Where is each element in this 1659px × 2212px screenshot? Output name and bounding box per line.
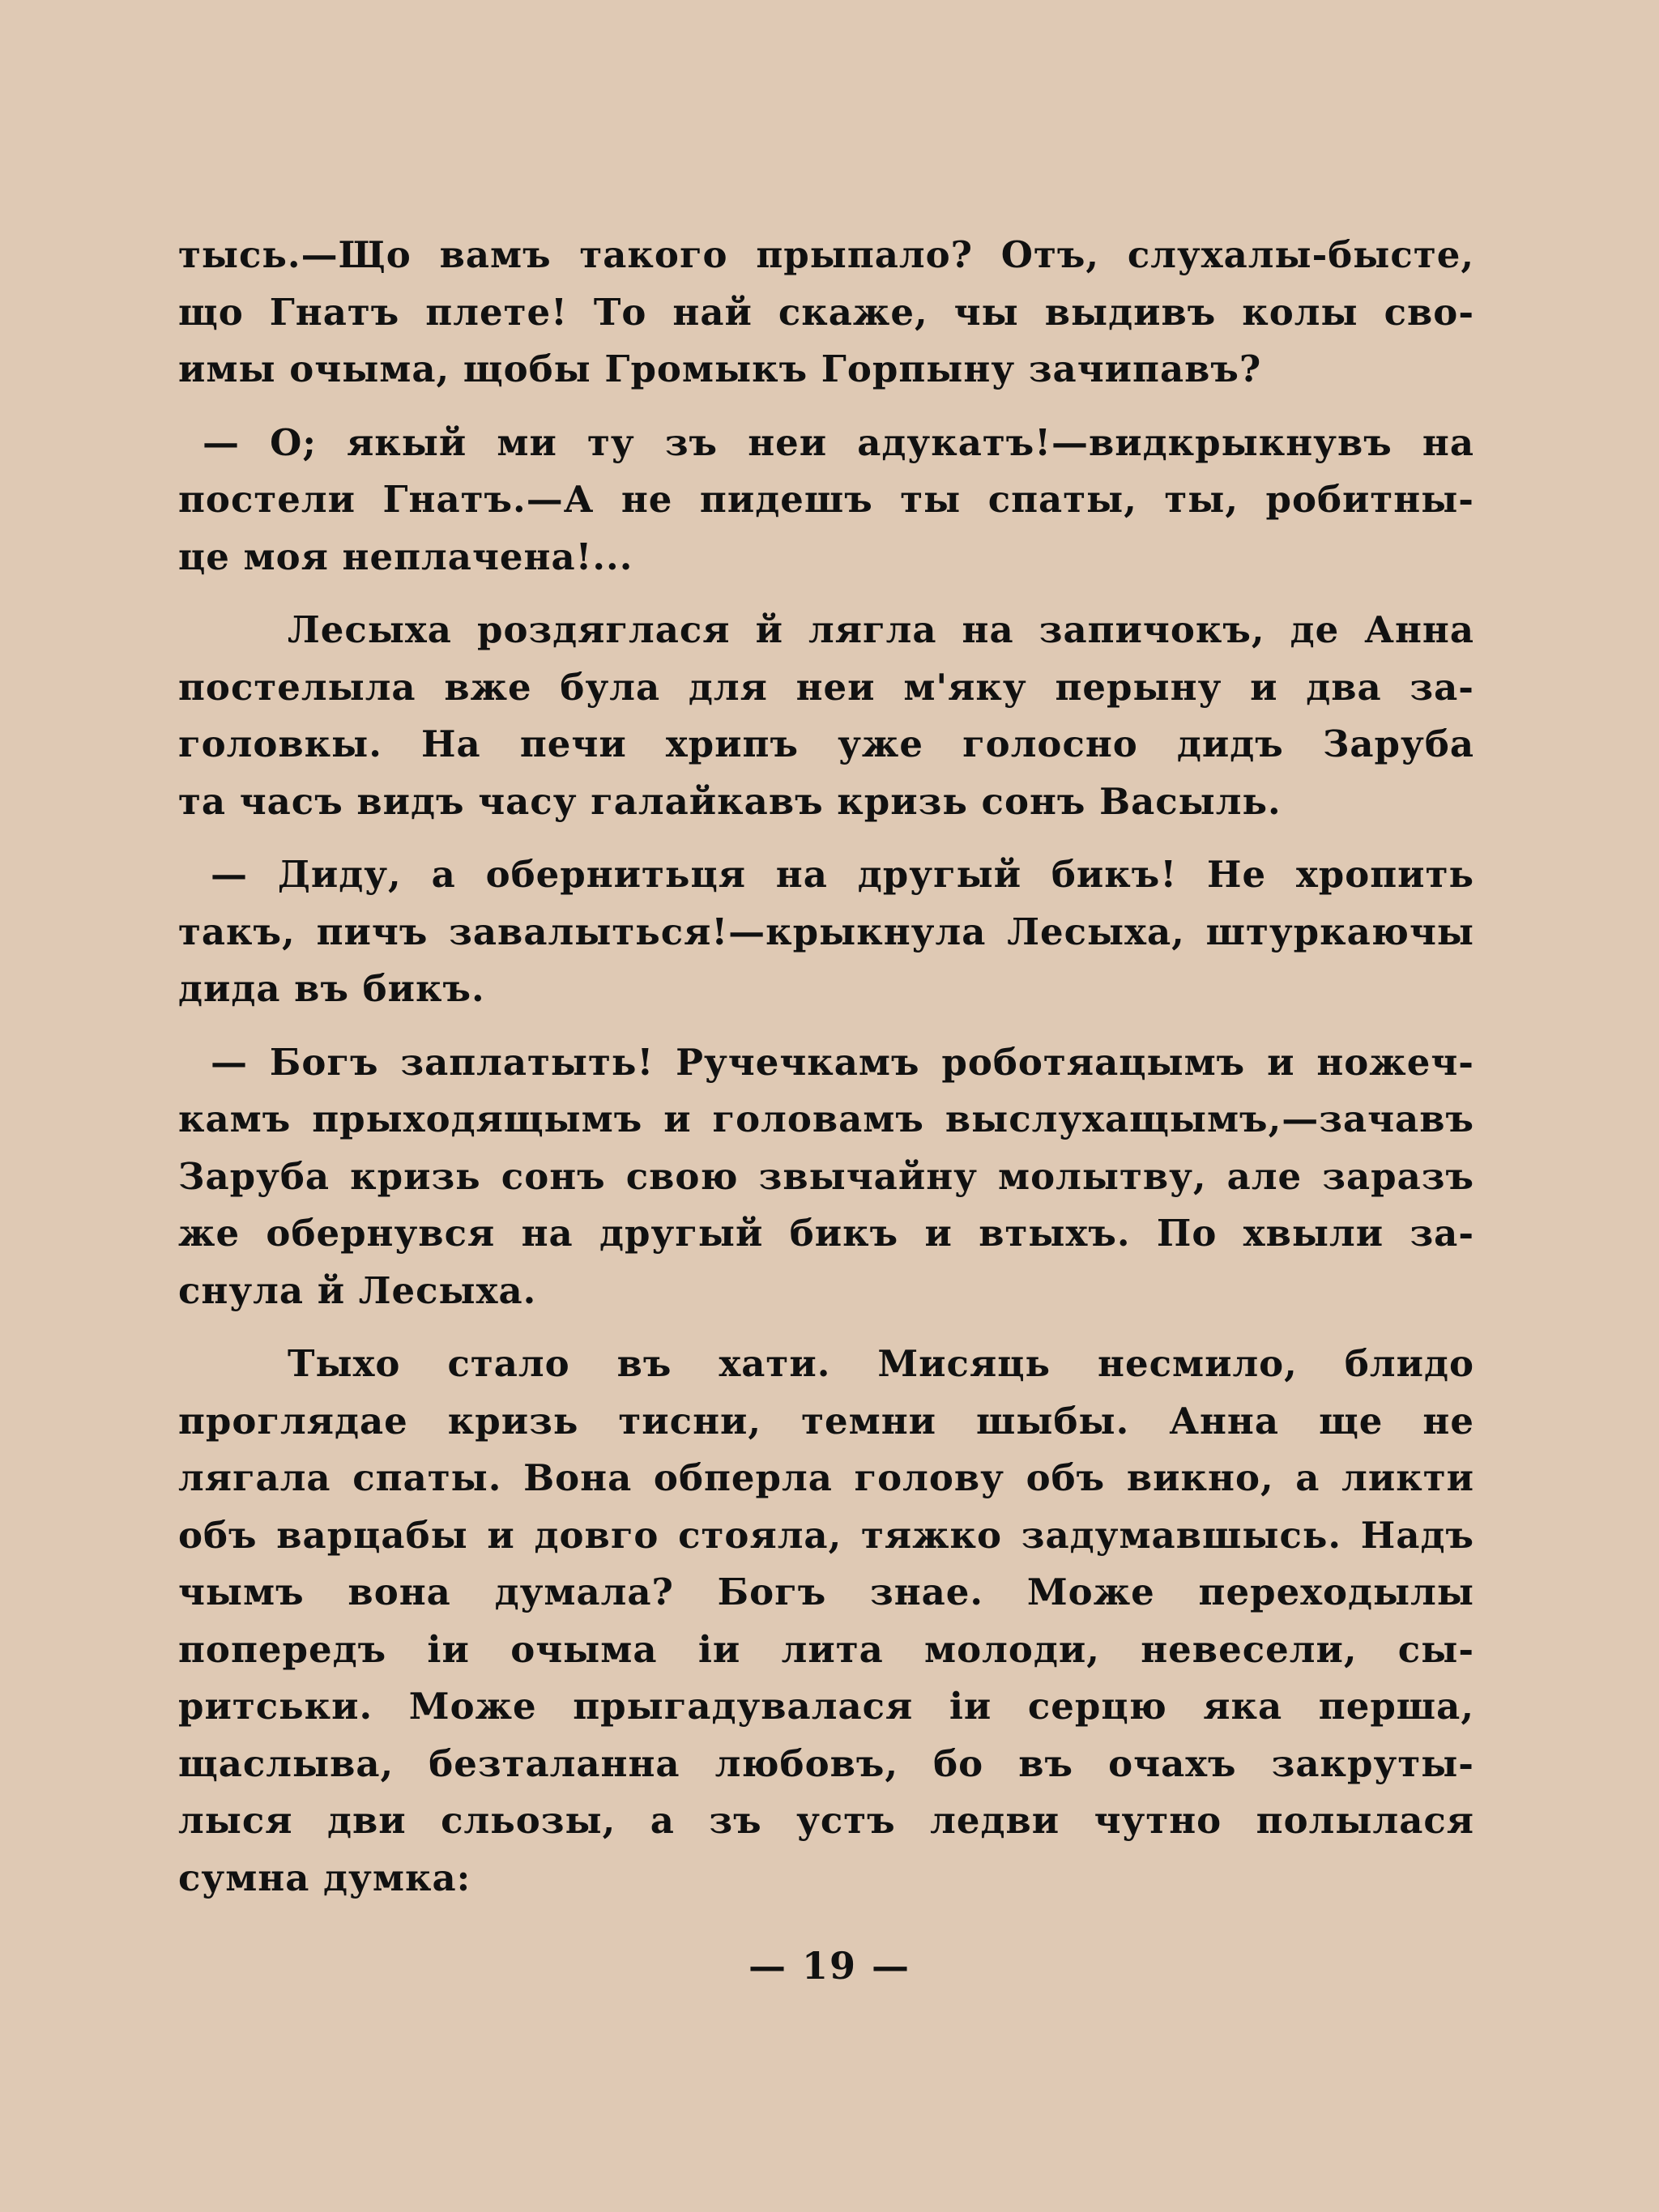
page-text (178, 227, 1474, 1907)
text-line: Заруба кризь сонъ свою звычайну молытву, але заразъ (178, 1154, 1474, 1198)
paragraph-6 (178, 1336, 1474, 1907)
text-line: дида въ бикъ. (178, 967, 485, 1010)
text-line: имы очыма, щобы Громыкъ Горпыну зачипавъ? (178, 347, 1262, 390)
text-line: — Богъ заплатыть! Ручечкамъ роботяацымъ и ножеч- (211, 1040, 1474, 1084)
text-line: такъ, пичъ завалыться!—крыкнула Лесыха, штуркаючы (178, 910, 1474, 953)
text-line: та часъ видъ часу галайкавъ кризь сонъ Васыль. (178, 779, 1282, 823)
text-line: камъ прыходящымъ и головамъ выслухащымъ,—зачавъ (178, 1097, 1474, 1140)
text-line: це моя неплачена!... (178, 535, 633, 578)
page-number: — 19 — (748, 1944, 911, 1988)
text-line: що Гнатъ плете! То най скаже, чы выдивъ колы сво- (178, 290, 1474, 334)
text-line: постели Гнатъ.—А не пидешъ ты спаты, ты, робитны- (178, 478, 1474, 521)
paragraph-5 (178, 1034, 1474, 1320)
paragraph-1 (178, 227, 1474, 399)
text-line: же обернувся на другый бикъ и втыхъ. По хвыли за- (178, 1212, 1474, 1255)
paragraph-3 (178, 602, 1474, 830)
text-line: чымъ вона думала? Богъ знае. Може переходылы (178, 1571, 1474, 1613)
text-line: лыся дви сльозы, а зъ устъ ледви чутно полылася (178, 1799, 1474, 1842)
paragraph-gap (178, 1018, 1474, 1034)
text-line: головкы. На печи хрипъ уже голосно дидъ Заруба (178, 722, 1474, 765)
paragraph-2 (178, 415, 1474, 586)
text-line: — Диду, а обернитьця на другый бикъ! Не хропить (211, 853, 1474, 896)
text-line: лягала спаты. Вона обперла голову объ викно, а ликти (178, 1456, 1474, 1499)
text-line: снула й Лесыха. (178, 1268, 537, 1312)
paragraph-gap (178, 586, 1474, 602)
paragraph-gap (178, 399, 1474, 415)
paragraph-gap (178, 1319, 1474, 1336)
text-line: — О; якый ми ту зъ неи адукатъ!—видкрыкнувъ на (203, 420, 1474, 464)
text-line: попередъ іи очыма іи лита молоди, невесели, сы- (178, 1627, 1474, 1671)
text-line: проглядае кризь тисни, темни шыбы. Анна ще не (178, 1399, 1474, 1443)
text-line: сумна думка: (178, 1856, 471, 1899)
text-line: Тыхо стало въ хати. Мисяць несмило, блидо (288, 1342, 1474, 1385)
paragraph-gap (178, 830, 1474, 846)
text-line: объ варцабы и довго стояла, тяжко задумавшысь. Надъ (178, 1513, 1474, 1557)
paragraph-4 (178, 846, 1474, 1018)
text-line: ритськи. Може прыгадувалася іи серцю яка перша, (178, 1685, 1474, 1728)
text-line: постелыла вже була для неи м'яку перыну и два за- (178, 665, 1474, 709)
text-line: щаслыва, безталанна любовъ, бо въ очахъ закруты- (178, 1741, 1474, 1785)
text-line: тысь.—Що вамъ такого прыпало? Отъ, слухалы-бысте, (178, 233, 1474, 276)
text-line: Лесыха роздяглася й лягла на запичокъ, де Анна (288, 608, 1474, 651)
